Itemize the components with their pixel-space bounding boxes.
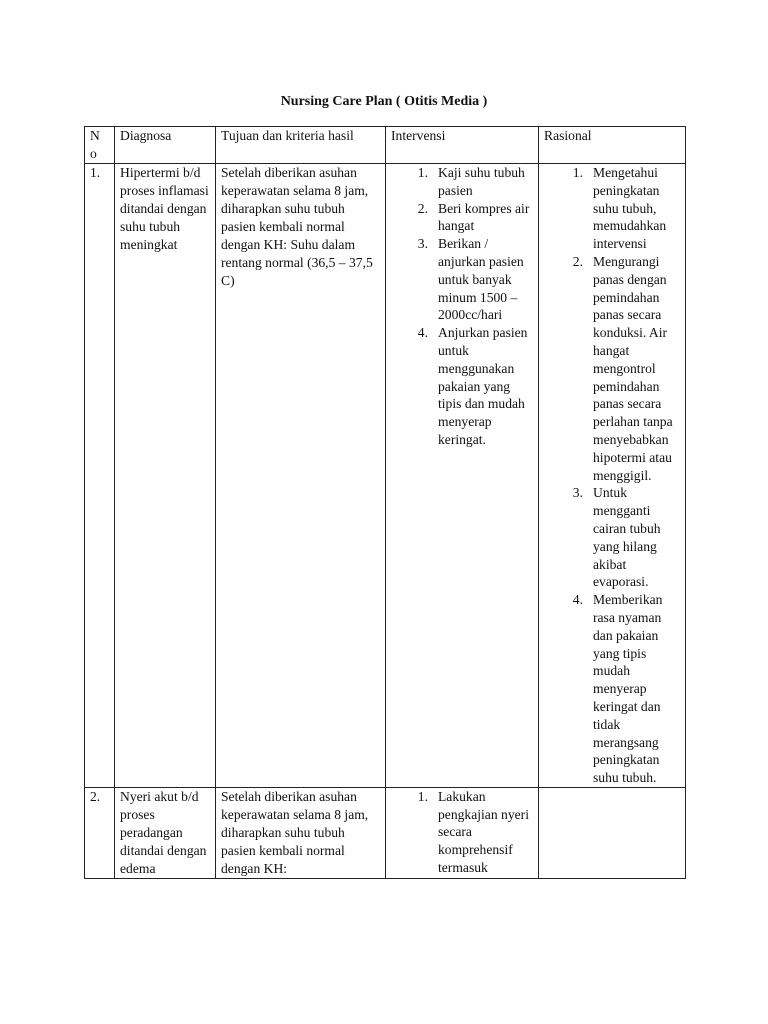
table-row: [85, 164, 686, 788]
rasional-list: [544, 164, 681, 787]
table-header-row: [85, 127, 686, 164]
row-number: 2.: [85, 787, 115, 878]
list-item: 4. Anjurkan pasien untuk menggunakan pakaian yang tipis dan mudah menyerap keringat.: [417, 325, 528, 447]
intervensi-cell: [386, 164, 539, 788]
table-row: [85, 787, 686, 878]
tujuan-cell: Setelah diberikan asuhan keperawatan selama 8 jam, diharapkan suhu tubuh pasien kembali normal dengan KH:: [216, 787, 386, 878]
column-header-tujuan: Tujuan dan kriteria hasil: [216, 127, 386, 164]
list-item: 1. Kaji suhu tubuh pasien: [417, 165, 525, 198]
column-header-diagnosa: Diagnosa: [115, 127, 216, 164]
list-item: 2. Mengurangi panas dengan pemindahan panas secara konduksi. Air hangat mengontrol pemindahan panas secara perlahan tanpa menyebabkan hipotermi atau menggigil.: [572, 253, 673, 483]
diagnosa-cell: Nyeri akut b/d proses peradangan ditandai dengan edema: [115, 787, 216, 878]
intervensi-cell: [386, 787, 539, 878]
care-plan-table: [84, 126, 686, 879]
column-header-intervensi: Intervensi: [386, 127, 539, 164]
list-item: 3. Untuk mengganti cairan tubuh yang hilang akibat evaporasi.: [572, 485, 661, 590]
tujuan-cell: Setelah diberikan asuhan keperawatan selama 8 jam, diharapkan suhu tubuh pasien kembali normal dengan KH: Suhu dalam rentang normal (36,5 – 37,5 C): [216, 164, 386, 788]
list-item: 1. Mengetahui peningkatan suhu tubuh, memudahkan intervensi: [572, 165, 667, 252]
column-header-no: No: [85, 127, 115, 164]
intervensi-list: [391, 788, 534, 877]
list-item: 4. Memberikan rasa nyaman dan pakaian yang tipis mudah menyerap keringat dan tidak merangsang peningkatan suhu tubuh.: [572, 592, 663, 786]
column-header-rasional: Rasional: [539, 127, 686, 164]
list-item: 2. Beri kompres air hangat: [417, 200, 530, 234]
page-title: Nursing Care Plan ( Otitis Media ): [280, 94, 488, 109]
intervensi-list: [391, 164, 534, 449]
list-item: 3. Berikan / anjurkan pasien untuk banyak minum 1500 – 2000cc/hari: [417, 236, 524, 323]
list-item: 1. Lakukan pengkajian nyeri secara komprehensif termasuk: [417, 788, 529, 876]
rasional-cell: [539, 164, 686, 788]
diagnosa-cell: Hipertermi b/d proses inflamasi ditandai dengan suhu tubuh meningkat: [115, 164, 216, 788]
row-number: 1.: [85, 164, 115, 788]
rasional-cell: [539, 787, 686, 878]
